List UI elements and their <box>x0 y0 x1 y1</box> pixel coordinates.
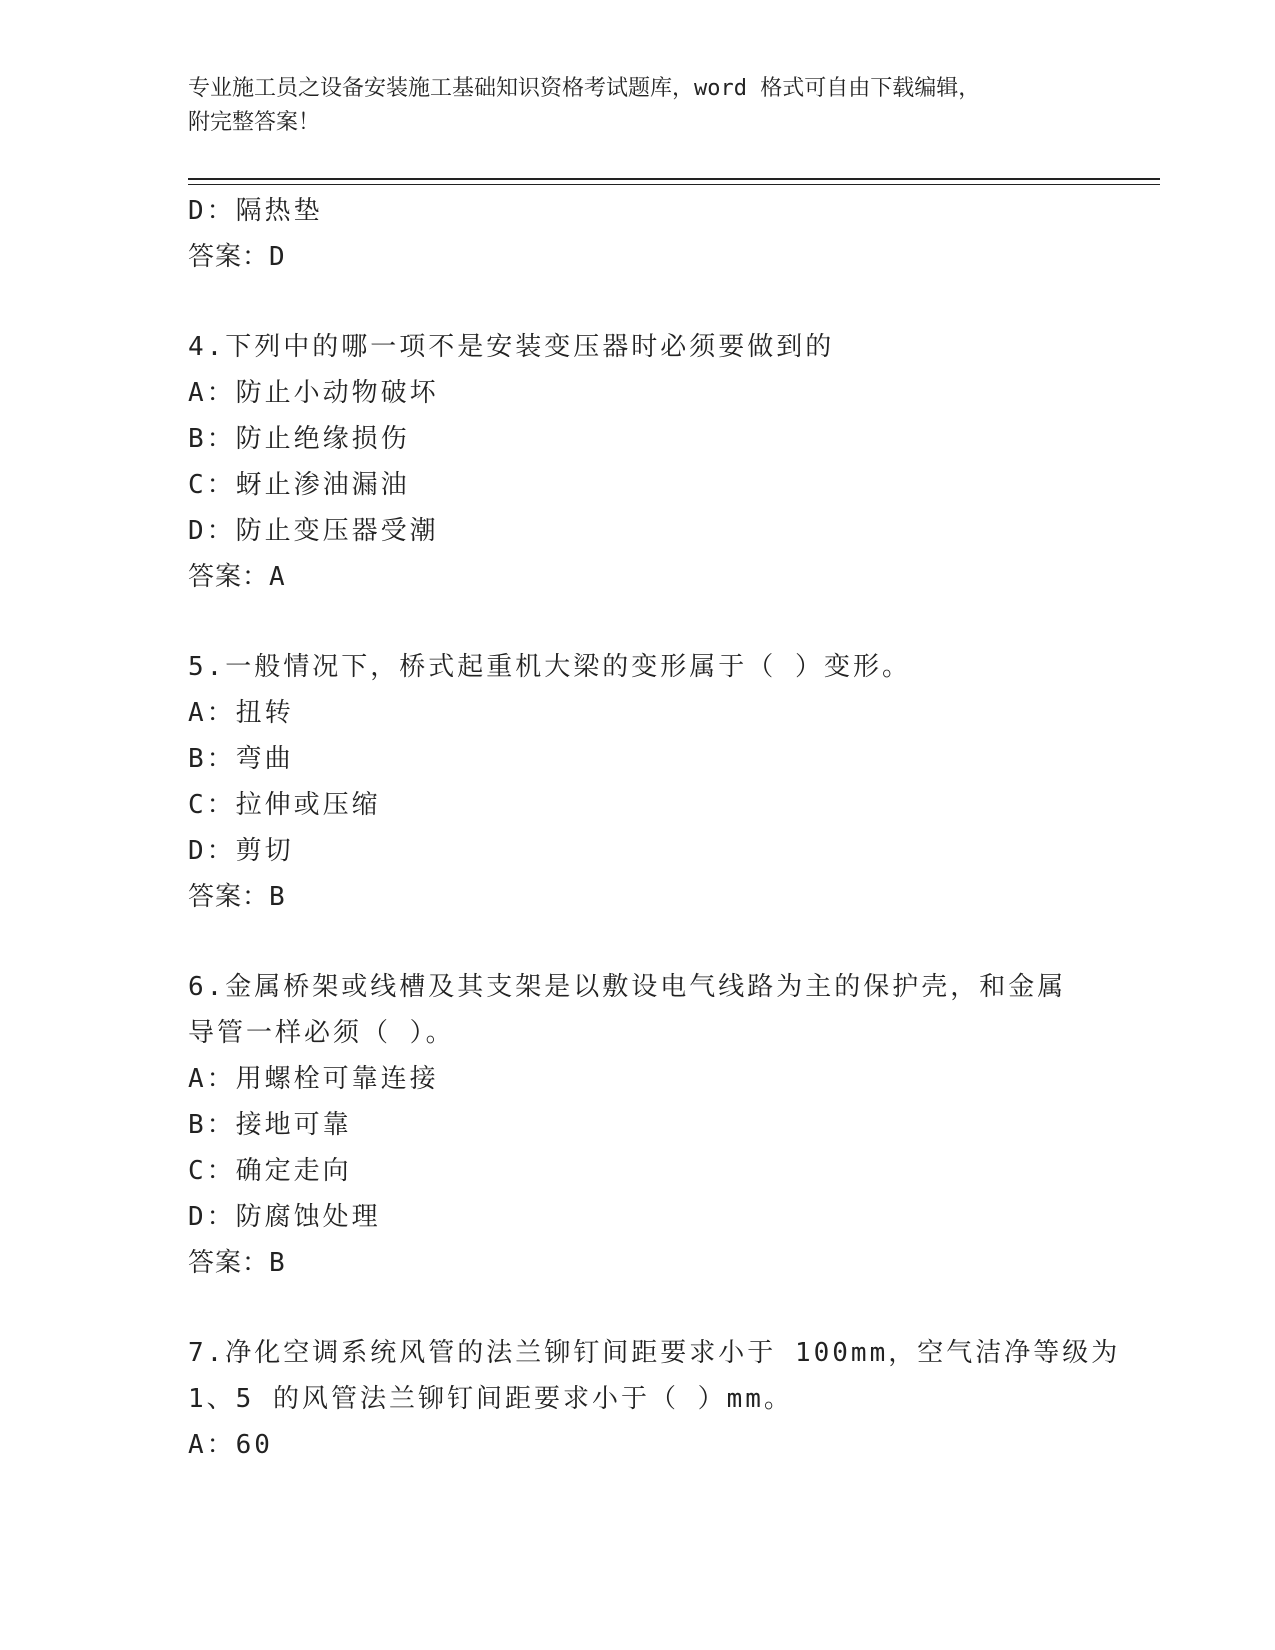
question-7 <box>188 1330 1121 1468</box>
header-rule-thin <box>188 184 1160 185</box>
question-7-stem-line-1: 7.净化空调系统风管的法兰铆钉间距要求小于 100mm，空气洁净等级为 <box>188 1338 1121 1368</box>
question-7-option-a: A：60 <box>188 1430 273 1460</box>
header-rule-thick <box>188 178 1160 180</box>
question-4 <box>188 324 1088 600</box>
header-title-line-2: 附完整答案！ <box>188 110 321 135</box>
question-6-option-b: B：接地可靠 <box>188 1110 352 1140</box>
question-gap <box>188 280 1088 324</box>
question-4-option-a: A：防止小动物破坏 <box>188 378 439 408</box>
question-6 <box>188 964 1088 1286</box>
question-6-stem-line-2: 导管一样必须（ ）。 <box>188 1018 455 1048</box>
question-5-option-a: A：扭转 <box>188 698 294 728</box>
question-5-option-d: D：剪切 <box>188 836 294 866</box>
question-4-answer: 答案：A <box>188 562 286 592</box>
question-gap <box>188 600 1088 644</box>
question-6-stem-line-1: 6.金属桥架或线槽及其支架是以敷设电气线路为主的保护壳，和金属 <box>188 972 1067 1002</box>
question-5 <box>188 644 1088 920</box>
prev-answer: 答案：D <box>188 242 286 272</box>
question-5-option-b: B：弯曲 <box>188 744 294 774</box>
question-6-option-d: D：防腐蚀处理 <box>188 1202 381 1232</box>
question-6-option-a: A：用螺栓可靠连接 <box>188 1064 439 1094</box>
question-gap <box>188 920 1088 964</box>
question-7-stem-line-2: 1、5 的风管法兰铆钉间距要求小于（ ）mm。 <box>188 1384 793 1414</box>
question-4-option-d: D：防止变压器受潮 <box>188 516 439 546</box>
question-6-answer: 答案：B <box>188 1248 286 1278</box>
document-header <box>188 72 1068 140</box>
question-gap <box>188 1286 1088 1330</box>
question-5-answer: 答案：B <box>188 882 286 912</box>
question-5-option-c: C：拉伸或压缩 <box>188 790 381 820</box>
question-4-option-c: C：蚜止渗油漏油 <box>188 470 410 500</box>
prev-option-d: D：隔热垫 <box>188 196 323 226</box>
question-4-stem: 4.下列中的哪一项不是安装变压器时必须要做到的 <box>188 332 835 362</box>
question-6-option-c: C：确定走向 <box>188 1156 352 1186</box>
question-5-stem: 5.一般情况下，桥式起重机大梁的变形属于（ ）变形。 <box>188 652 911 682</box>
question-list <box>188 188 1121 1468</box>
question-4-option-b: B：防止绝缘损伤 <box>188 424 410 454</box>
header-title-line-1: 专业施工员之设备安装施工基础知识资格考试题库，word 格式可自由下载编辑， <box>188 76 981 101</box>
